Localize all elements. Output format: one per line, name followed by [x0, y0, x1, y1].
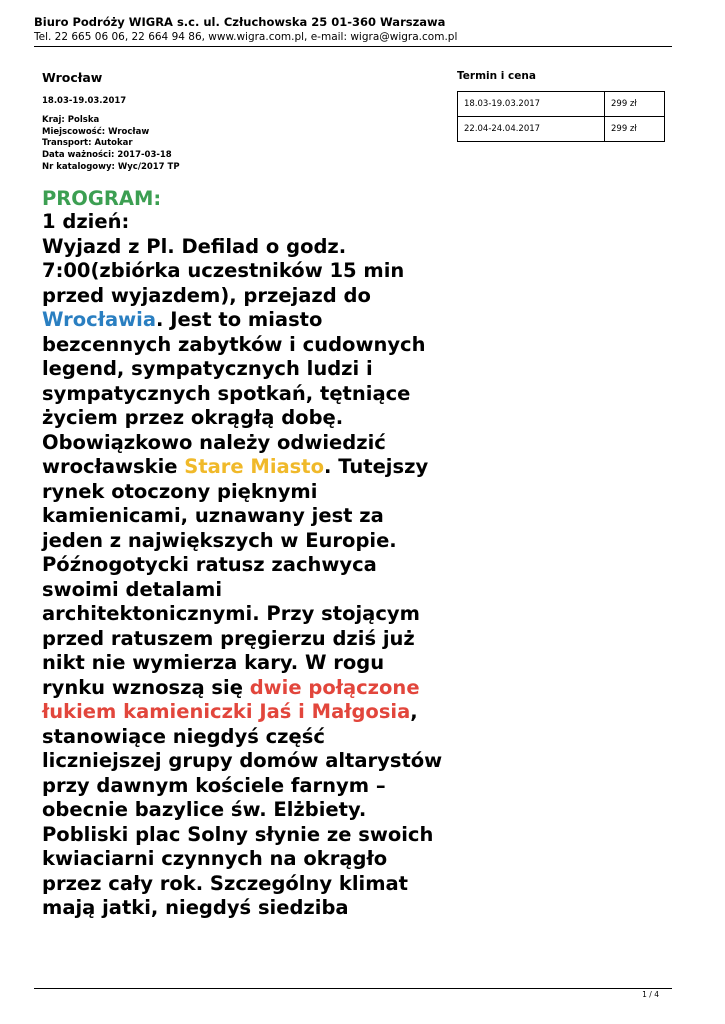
program-line — [42, 651, 462, 676]
detail-city: Miejscowość: Wrocław — [42, 126, 150, 137]
program-text: nikt nie wymierza kary. W rogu — [42, 651, 385, 674]
program-line — [42, 553, 462, 578]
program-text: obecnie bazylice św. Elżbiety. — [42, 798, 367, 821]
trip-info — [42, 70, 442, 174]
program-line — [42, 774, 462, 799]
program-line — [42, 235, 462, 260]
program-line — [42, 382, 462, 407]
program-description — [42, 210, 462, 921]
program-line — [42, 308, 462, 333]
program-text: stanowiące niegdyś część — [42, 724, 325, 748]
program-text: kamienicami, uznawany jest za — [42, 504, 384, 527]
pricing-heading: Termin i cena — [457, 70, 536, 82]
highlighted-place-name: Wrocławia — [42, 308, 156, 331]
program-text: , — [410, 700, 418, 723]
term-date: 18.03-19.03.2017 — [458, 92, 605, 117]
page-number: 1 / 4 — [642, 990, 659, 999]
program-line — [42, 700, 462, 725]
program-line — [42, 210, 462, 235]
program-text: wrocławskie — [42, 455, 185, 478]
program-text: przez cały rok. Szczególny klimat — [42, 871, 409, 895]
program-text: Wyjazd z Pl. Defilad o godz. — [42, 234, 347, 258]
trip-title: Wrocław — [42, 70, 103, 85]
program-line — [42, 749, 462, 774]
program-text: liczniejszej grupy domów altarystów — [42, 749, 443, 772]
program-text: przed ratuszem pręgierzu dziś już — [42, 626, 415, 650]
footer-divider — [34, 988, 672, 989]
program-text: kwiaciarni czynnych na okrągło — [42, 847, 388, 870]
contact-line: Tel. 22 665 06 06, 22 664 94 86, www.wigra.com.pl, e-mail: wigra@wigra.com.pl — [34, 31, 458, 43]
term-date: 22.04-24.04.2017 — [458, 117, 605, 142]
program-text: architektonicznymi. Przy stojącym — [42, 602, 420, 625]
program-line — [42, 406, 462, 431]
pricing-table — [457, 91, 665, 142]
program-line — [42, 480, 462, 505]
program-text: . Jest to miasto — [156, 308, 323, 331]
detail-valid-date: Data ważności: 2017-03-18 — [42, 150, 172, 161]
program-text: rynek otoczony pięknymi — [42, 479, 318, 503]
program-line — [42, 529, 462, 554]
program-text: bezcennych zabytków i cudownych — [42, 332, 426, 356]
program-line — [42, 578, 462, 603]
program-text: Obowiązkowo należy odwiedzić — [42, 430, 386, 454]
program-line — [42, 333, 462, 358]
detail-transport: Transport: Autokar — [42, 138, 133, 149]
trip-dates: 18.03-19.03.2017 — [42, 96, 127, 106]
page-header — [34, 14, 674, 45]
trip-details — [42, 115, 442, 174]
program-text: przy dawnym kościele farnym – — [42, 773, 386, 797]
program-line — [42, 431, 462, 456]
program-text: 1 dzień: — [42, 210, 130, 233]
table-row — [458, 92, 665, 117]
program-text: przed wyjazdem), przejazd do — [42, 283, 371, 307]
program-text: Pobliski plac Solny słynie ze swoich — [42, 822, 434, 846]
term-price: 299 zł — [605, 92, 665, 117]
company-line: Biuro Podróży WIGRA s.c. ul. Człuchowska 25 01-360 Warszawa — [34, 15, 446, 29]
program-line — [42, 357, 462, 382]
program-line — [42, 676, 462, 701]
program-line — [42, 284, 462, 309]
program-text: 7:00(zbiórka uczestników 15 min — [42, 259, 405, 282]
program-line — [42, 896, 462, 921]
program-line — [42, 823, 462, 848]
program-line — [42, 725, 462, 750]
program-text: sympatycznych spotkań, tętniące — [42, 381, 411, 405]
term-price: 299 zł — [605, 117, 665, 142]
highlighted-place-name: dwie połączone — [249, 675, 420, 699]
pricing-section — [457, 69, 667, 142]
program-text: jeden z największych w Europie. — [42, 528, 397, 552]
program-text: życiem przez okrągłą dobę. — [42, 406, 344, 429]
program-text: swoimi detalami — [42, 577, 223, 601]
program-line — [42, 627, 462, 652]
table-row — [458, 117, 665, 142]
program-text: Późnogotycki ratusz zachwyca — [42, 553, 377, 576]
program-line — [42, 847, 462, 872]
highlighted-place-name: łukiem kamieniczki Jaś i Małgosia — [42, 700, 411, 723]
program-text: legend, sympatycznych ludzi i — [42, 357, 373, 380]
program-text: rynku wznoszą się — [42, 675, 250, 699]
program-text: mają jatki, niegdyś siedziba — [42, 896, 349, 919]
program-heading: PROGRAM: — [42, 187, 162, 210]
program-line — [42, 602, 462, 627]
detail-country: Kraj: Polska — [42, 115, 100, 125]
detail-catalog-number: Nr katalogowy: Wyc/2017 TP — [42, 161, 180, 172]
program-text: . Tutejszy — [324, 455, 429, 478]
program-line — [42, 504, 462, 529]
program-line — [42, 455, 462, 480]
program-line — [42, 259, 462, 284]
highlighted-place-name: Stare Miasto — [184, 455, 325, 478]
program-line — [42, 872, 462, 897]
program-line — [42, 798, 462, 823]
header-divider — [34, 46, 672, 47]
